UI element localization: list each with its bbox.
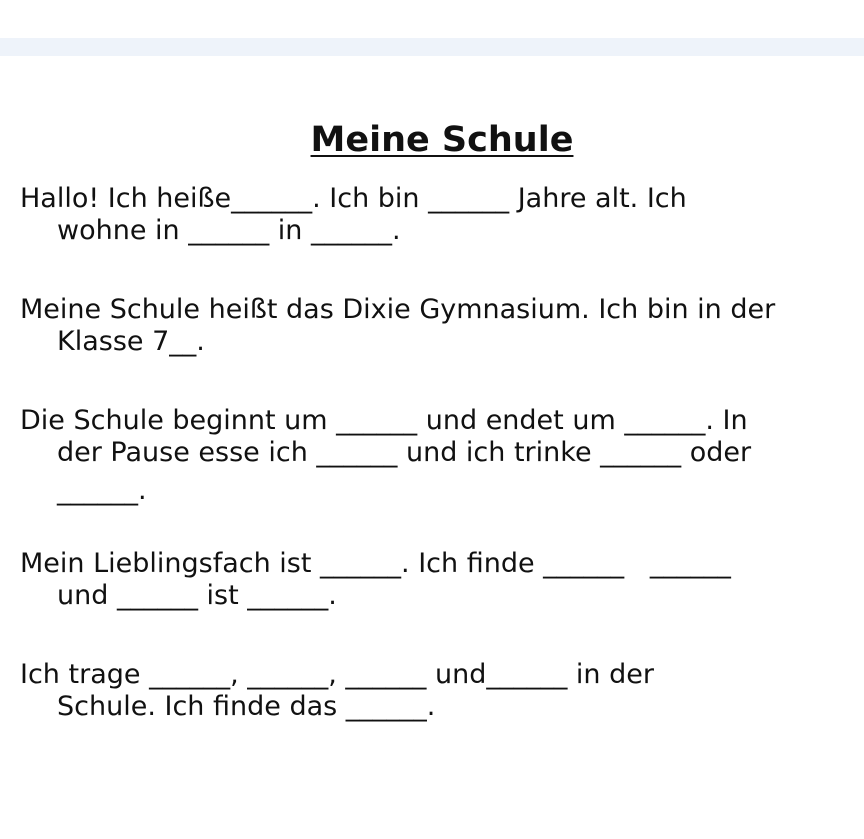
paragraph-2-line-1: Meine Schule heißt das Dixie Gymnasium. Ich bin in der	[20, 294, 776, 325]
paragraph-3-line-3: ______.	[57, 475, 147, 506]
paragraph-5-line-2: Schule. Ich finde das ______.	[57, 691, 436, 722]
paragraph-4-line-1: Mein Lieblingsfach ist ______. Ich finde ______ ______	[20, 548, 731, 579]
worksheet-title: Meine Schule	[310, 120, 574, 160]
paragraph-3-line-2: der Pause esse ich ______ und ich trinke ______ oder	[57, 437, 752, 468]
paragraph-2-line-2: Klasse 7__.	[57, 326, 205, 357]
paragraph-5-line-1: Ich trage ______, ______, ______ und______ in der	[20, 659, 654, 690]
paragraph-1-line-2: wohne in ______ in ______.	[57, 215, 401, 246]
paragraph-1-line-1: Hallo! Ich heiße______. Ich bin ______ Jahre alt. Ich	[20, 183, 687, 214]
top-band	[0, 38, 864, 56]
paragraph-4-line-2: und ______ ist ______.	[57, 580, 337, 611]
paragraph-3-line-1: Die Schule beginnt um ______ und endet um ______. In	[20, 405, 748, 436]
